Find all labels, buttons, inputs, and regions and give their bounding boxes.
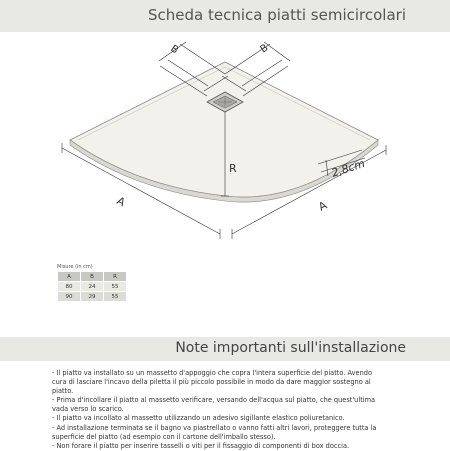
note-line: superficie del piatto (ad esempio con il cartone dell'imballo stesso). <box>52 432 276 441</box>
table-cell: 55 <box>104 292 126 301</box>
table-cell: 90 <box>58 292 80 301</box>
label-a-right: A <box>316 198 330 214</box>
label-r: R <box>229 162 237 175</box>
label-b-right: B <box>258 42 271 56</box>
page-title: Scheda tecnica piatti semicircolari <box>148 6 406 24</box>
table-row <box>58 282 126 291</box>
sizes-table-block <box>57 264 127 302</box>
label-a-left: A <box>114 194 128 210</box>
table-cell: 24 <box>81 282 103 291</box>
table-cell: 29 <box>81 292 103 301</box>
sizes-table <box>57 271 127 302</box>
note-line: cura di lasciare l'incavo della piletta il più piccolo possibile in modo da dare maggior sostegno al <box>52 378 371 387</box>
table-header-r: R <box>104 272 126 281</box>
note-line: - Non forare il piatto per inserire tasselli o viti per il fissaggio di componenti di box doccia. <box>52 441 350 450</box>
table-caption: Misure (in cm) <box>57 264 93 270</box>
note-line: vada verso lo scarico. <box>52 405 124 414</box>
note-line: piatto. <box>52 387 74 396</box>
note-line: - Prima d'incollare il piatto al massetto verificare, versando dell'acqua sul piatto, che quest'ultima <box>52 396 376 405</box>
note-line: - Il piatto va installato su un massetto d'appoggio che copra l'intera superficie del piatto. Avendo <box>52 369 372 377</box>
notes-title: Note importanti sull'installazione <box>175 340 406 356</box>
shower-tray-drawing <box>0 32 450 262</box>
table-header-a: A <box>58 272 80 281</box>
notes-list <box>52 369 412 451</box>
table-cell: 55 <box>104 282 126 291</box>
label-thickness: 2,8cm <box>329 156 367 180</box>
label-b-left: B <box>168 43 181 57</box>
note-line: - Ad installazione terminata se il bagno va piastrellato o vanno fatti altri lavori, proteggere tutta la <box>52 423 377 432</box>
table-row <box>58 292 126 301</box>
table-header-b: B <box>81 272 103 281</box>
note-line: - Il piatto va incollato al massetto utilizzando un adesivo sigillante elastico poliuretanico. <box>52 414 345 423</box>
table-cell: 80 <box>58 282 80 291</box>
